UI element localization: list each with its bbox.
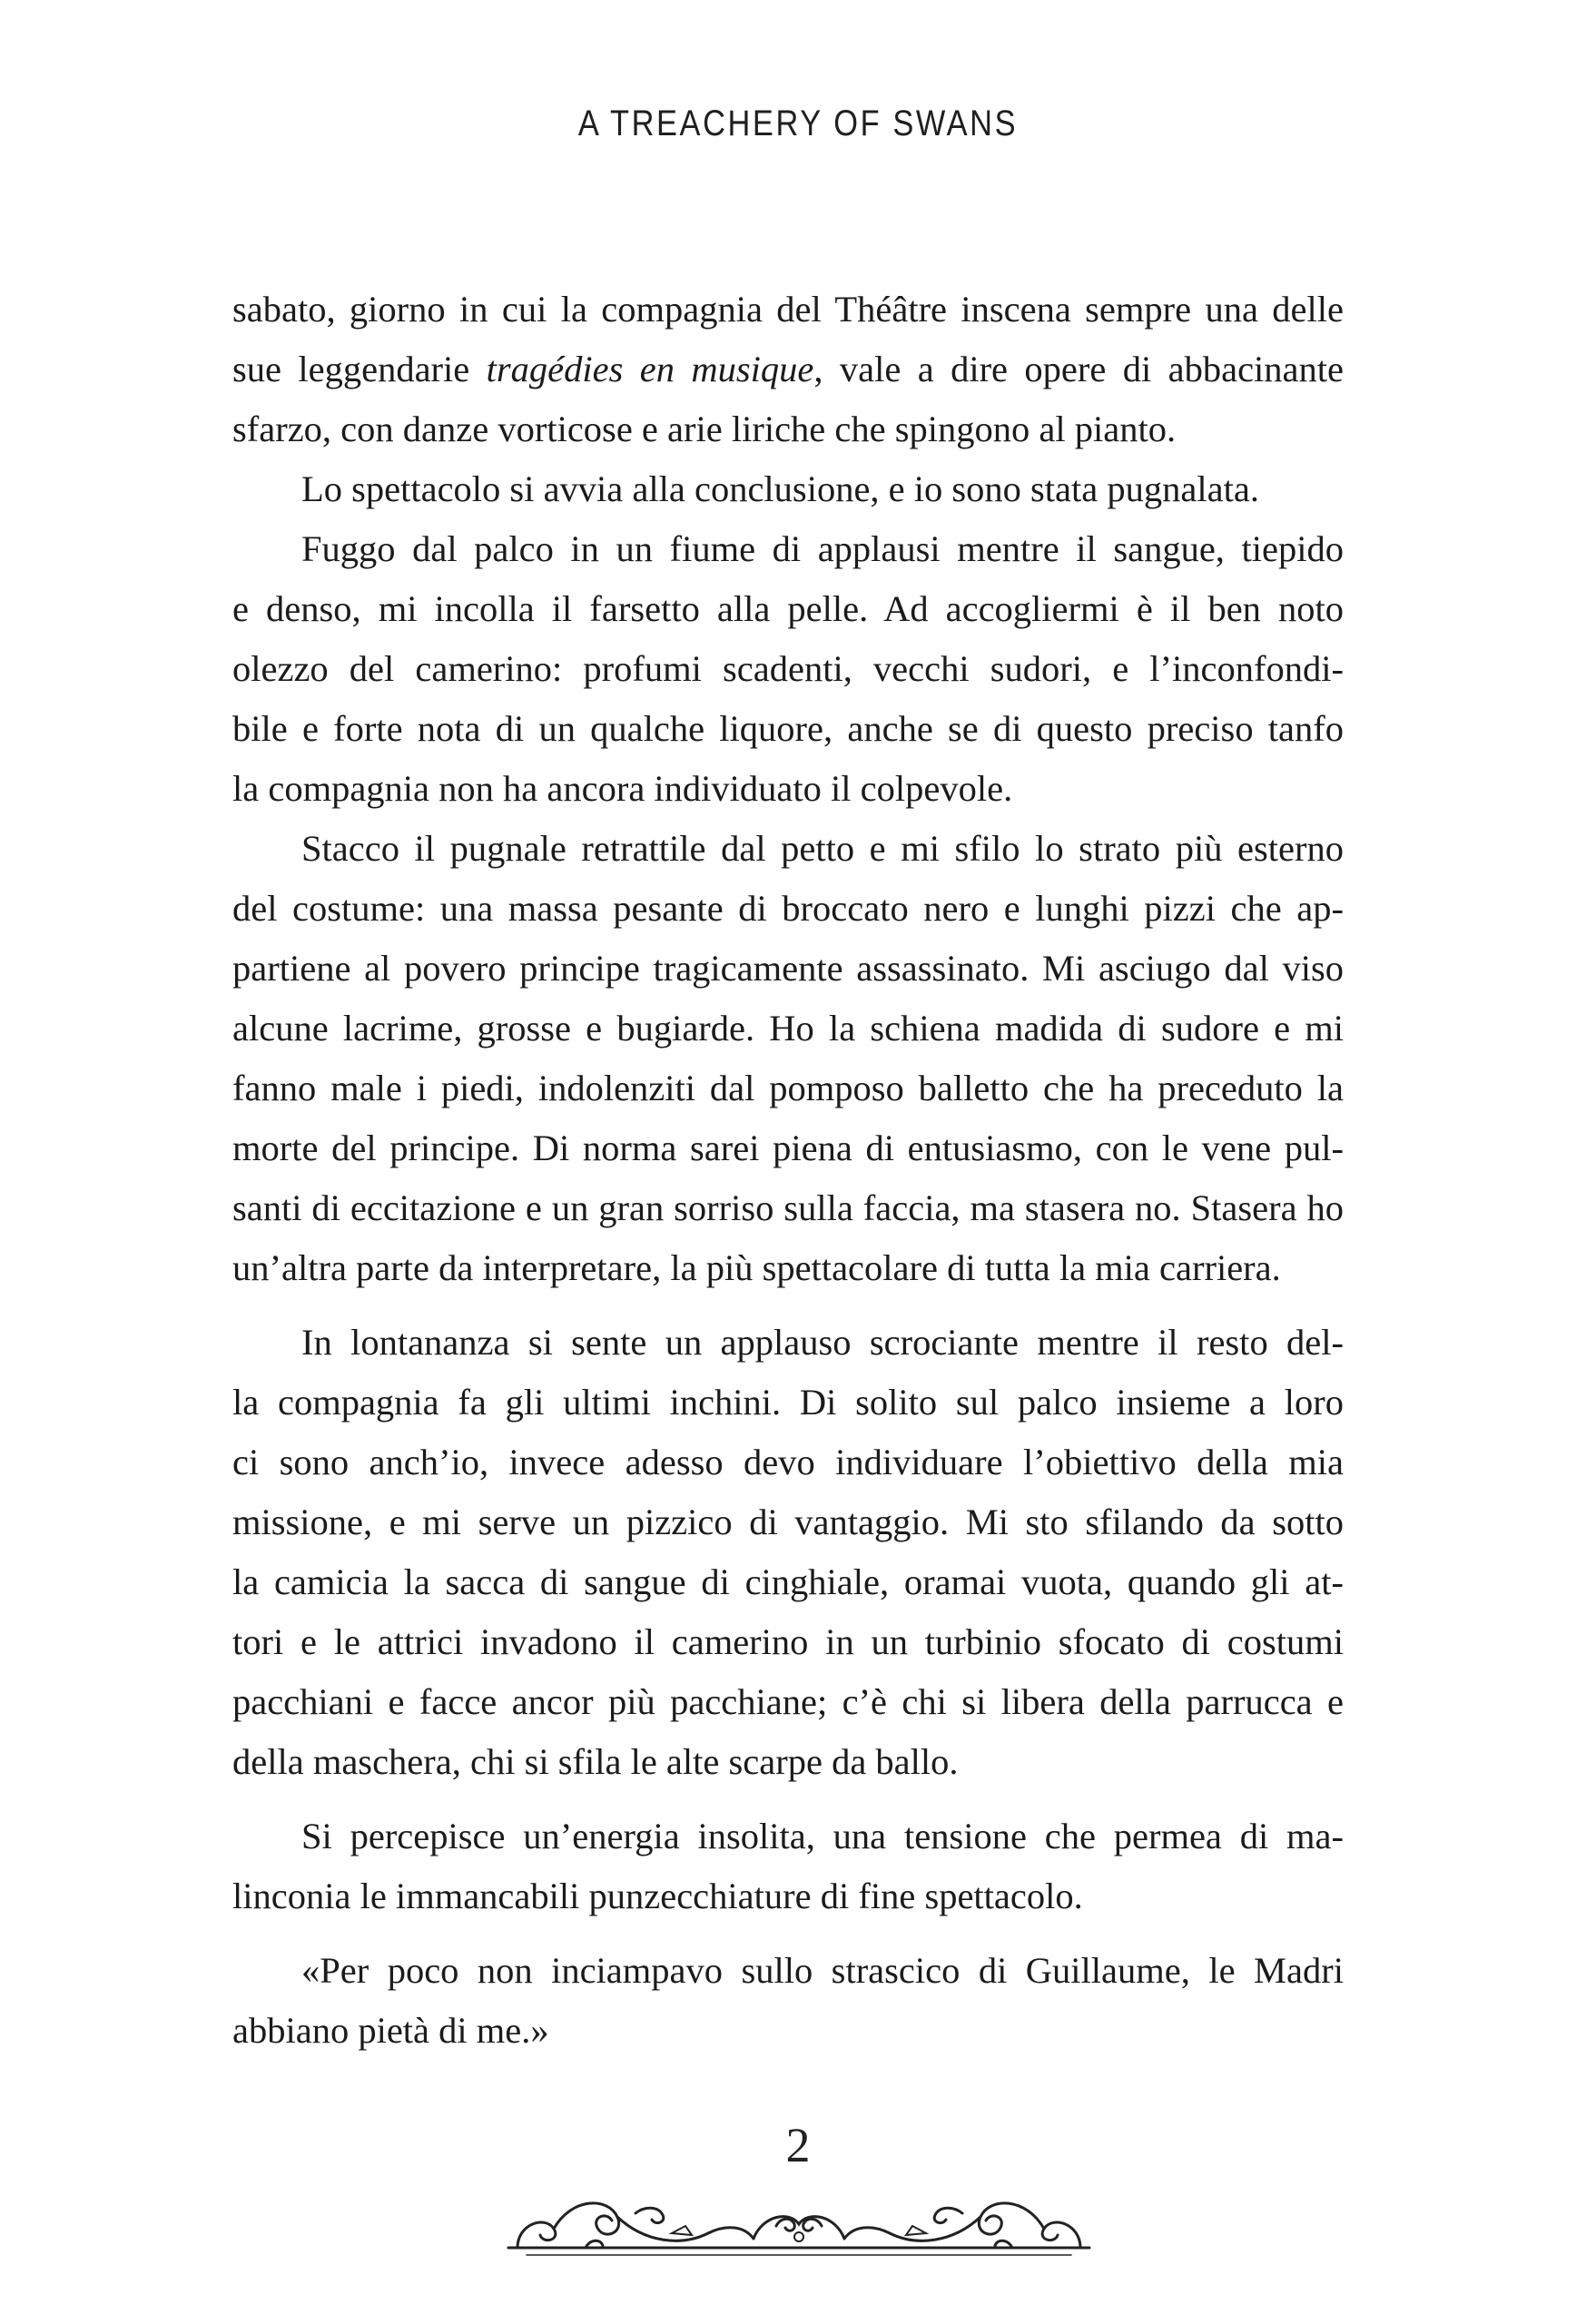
- text-line: della maschera, chi si sfila le alte scarpe da ballo.: [232, 1741, 959, 1782]
- text-line: Stacco il pugnale retrattile dal petto e mi sfilo lo strato più esterno: [301, 828, 1344, 869]
- text-line: morte del principe. Di norma sarei piena di entusiasmo, con le vene pul-: [232, 1128, 1344, 1168]
- text-line: sabato, giorno in cui la compagnia del Théâtre inscena sempre una delle: [232, 289, 1344, 330]
- text-line: la camicia la sacca di sangue di cinghiale, oramai vuota, quando gli at-: [232, 1561, 1344, 1602]
- text-line: Lo spettacolo si avvia alla conclusione, e io sono stata pugnalata.: [301, 468, 1259, 509]
- text-line: la compagnia non ha ancora individuato il colpevole.: [232, 768, 1013, 809]
- text-line: partiene al povero principe tragicamente assassinato. Mi asciugo dal viso: [232, 948, 1344, 989]
- text-line: «Per poco non inciampavo sullo strascico di Guillaume, le Madri: [301, 1950, 1344, 1991]
- text-line: missione, e mi serve un pizzico di vantaggio. Mi sto sfilando da sotto: [232, 1502, 1344, 1542]
- flourish-ornament-icon: [499, 2161, 1098, 2270]
- running-title: A TREACHERY OF SWANS: [577, 103, 1019, 143]
- text-line: la compagnia fa gli ultimi inchini. Di solito sul palco insieme a loro: [232, 1382, 1344, 1423]
- text-line: linconia le immancabili punzecchiature di fine spettacolo.: [232, 1876, 1083, 1916]
- body-text: [232, 280, 1344, 2061]
- text-line: sue leggendarie tragédies en musique, vale a dire opere di abbacinante: [232, 349, 1345, 389]
- text-line: e denso, mi incolla il farsetto alla pelle. Ad accogliermi è il ben noto: [232, 588, 1344, 629]
- text-line: pacchiani e facce ancor più pacchiane; c’è chi si libera della parrucca e: [232, 1681, 1344, 1722]
- text-line: del costume: una massa pesante di broccato nero e lunghi pizzi che ap-: [232, 888, 1344, 929]
- text-line: fanno male i piedi, indolenziti dal pomposo balletto che ha preceduto la: [232, 1068, 1344, 1108]
- text-line: alcune lacrime, grosse e bugiarde. Ho la schiena madida di sudore e mi: [232, 1008, 1344, 1049]
- page-number: 2: [785, 2118, 811, 2172]
- text-line: un’altra parte da interpretare, la più spettacolare di tutta la mia carriera.: [232, 1247, 1281, 1288]
- text-line: Fuggo dal palco in un fiume di applausi mentre il sangue, tiepido: [301, 528, 1344, 569]
- text-line: ci sono anch’io, invece adesso devo individuare l’obiettivo della mia: [232, 1442, 1344, 1482]
- text-line: bile e forte nota di un qualche liquore, anche se di questo preciso tanfo: [232, 708, 1344, 749]
- text-line: tori e le attrici invadono il camerino in un turbinio sfocato di costumi: [232, 1621, 1344, 1662]
- text-line: In lontananza si sente un applauso scrociante mentre il resto del-: [301, 1322, 1344, 1363]
- text-line: sfarzo, con danze vorticose e arie liriche che spingono al pianto.: [232, 409, 1177, 449]
- text-line: Si percepisce un’energia insolita, una tensione che permea di ma-: [301, 1816, 1344, 1856]
- text-line: abbiano pietà di me.»: [232, 2010, 549, 2051]
- text-line: olezzo del camerino: profumi scadenti, vecchi sudori, e l’inconfondi-: [232, 648, 1344, 689]
- italic-phrase: tragédies en musique: [486, 349, 814, 389]
- text-line: santi di eccitazione e un gran sorriso sulla faccia, ma stasera no. Stasera ho: [232, 1187, 1344, 1228]
